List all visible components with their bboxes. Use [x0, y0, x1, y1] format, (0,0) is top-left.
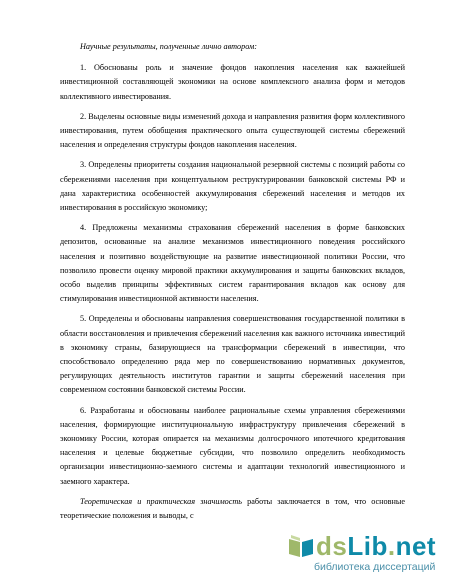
section-heading: Научные результаты, полученные лично автором: [80, 42, 257, 51]
paragraph-1: 1. Обоснованы роль и значение фондов накопления населения как важнейшей инвестиционной составляющей экономики на основе комплексного анализа форм и методов коллективного инвестирования. [60, 63, 405, 101]
significance-italic-lead: Теоретическая и практическая значимость [80, 496, 243, 506]
logo-ds: ds [316, 531, 348, 561]
dslib-watermark[interactable] [286, 532, 436, 576]
paragraph-4: 4. Предложены механизмы страхования сбережений населения в форме банковских депозитов, основанные на анализе механизмов инвестиционного поведения российского населения и позитивно воздействующие на развитие инвестиционной политики России, что позволило провести оценку мировой практики аккумулирования и защиты банковских вкладов, особо выделив принципы эффективных систем гарантирования вкладов как основу для стимулирования инвестиционной активности населения. [60, 223, 405, 304]
logo-lib: Lib [347, 531, 388, 561]
logo-dot: . [387, 531, 396, 561]
paragraph-5: 5. Определены и обоснованы направления совершенствования государственной политики в области восстановления и привлечения сбережений населения как важного источника инвестиций в экономику страны, базирующиеся на трансформации сбережений в инвестиции, что способствовало определению ряда мер по совершенствованию нормативных документов, регулирующих деятельность институтов гарантии и защиты сбережений населения при современном состоянии банковской системы России. [60, 314, 405, 395]
logo-net: net [395, 531, 437, 561]
book-icon [286, 533, 316, 559]
watermark-subtitle: библиотека диссертаций [314, 561, 436, 573]
dslib-logo [316, 532, 436, 560]
document-body [60, 40, 405, 523]
paragraph-significance [60, 495, 405, 523]
paragraph-2: 2. Выделены основные виды изменений дохода и направления развития форм коллективного инвестирования, путем обобщения практического опыта существующей системы сбережений населения и определения структуры фондов накопления населения. [60, 111, 405, 150]
paragraph-3: 3. Определены приоритеты создания национальной резервной системы с позиций работы со сбережениями населения при концептуальном реструктурировании банковской системы РФ и дана характеристика особенностей аккумулирования сбережений населения и методов их инвестирования в российскую экономику; [60, 160, 405, 213]
paragraph-6: 6. Разработаны и обоснованы наиболее рациональные схемы управления сбережениями населения, формирующие институциональную инфраструктуру привлечения сбережений в экономику России, которая опирается на механизмы долгосрочного ипотечного кредитования населения и целевые бюджетные субсидии, что позволило определить необходимость организации инвестиционно-заемного системы и адаптации технологий инвестиционного и заемного характера. [60, 405, 405, 486]
significance-text: работы заключается в том, что основные теоретические положения и выводы, с [60, 496, 406, 521]
